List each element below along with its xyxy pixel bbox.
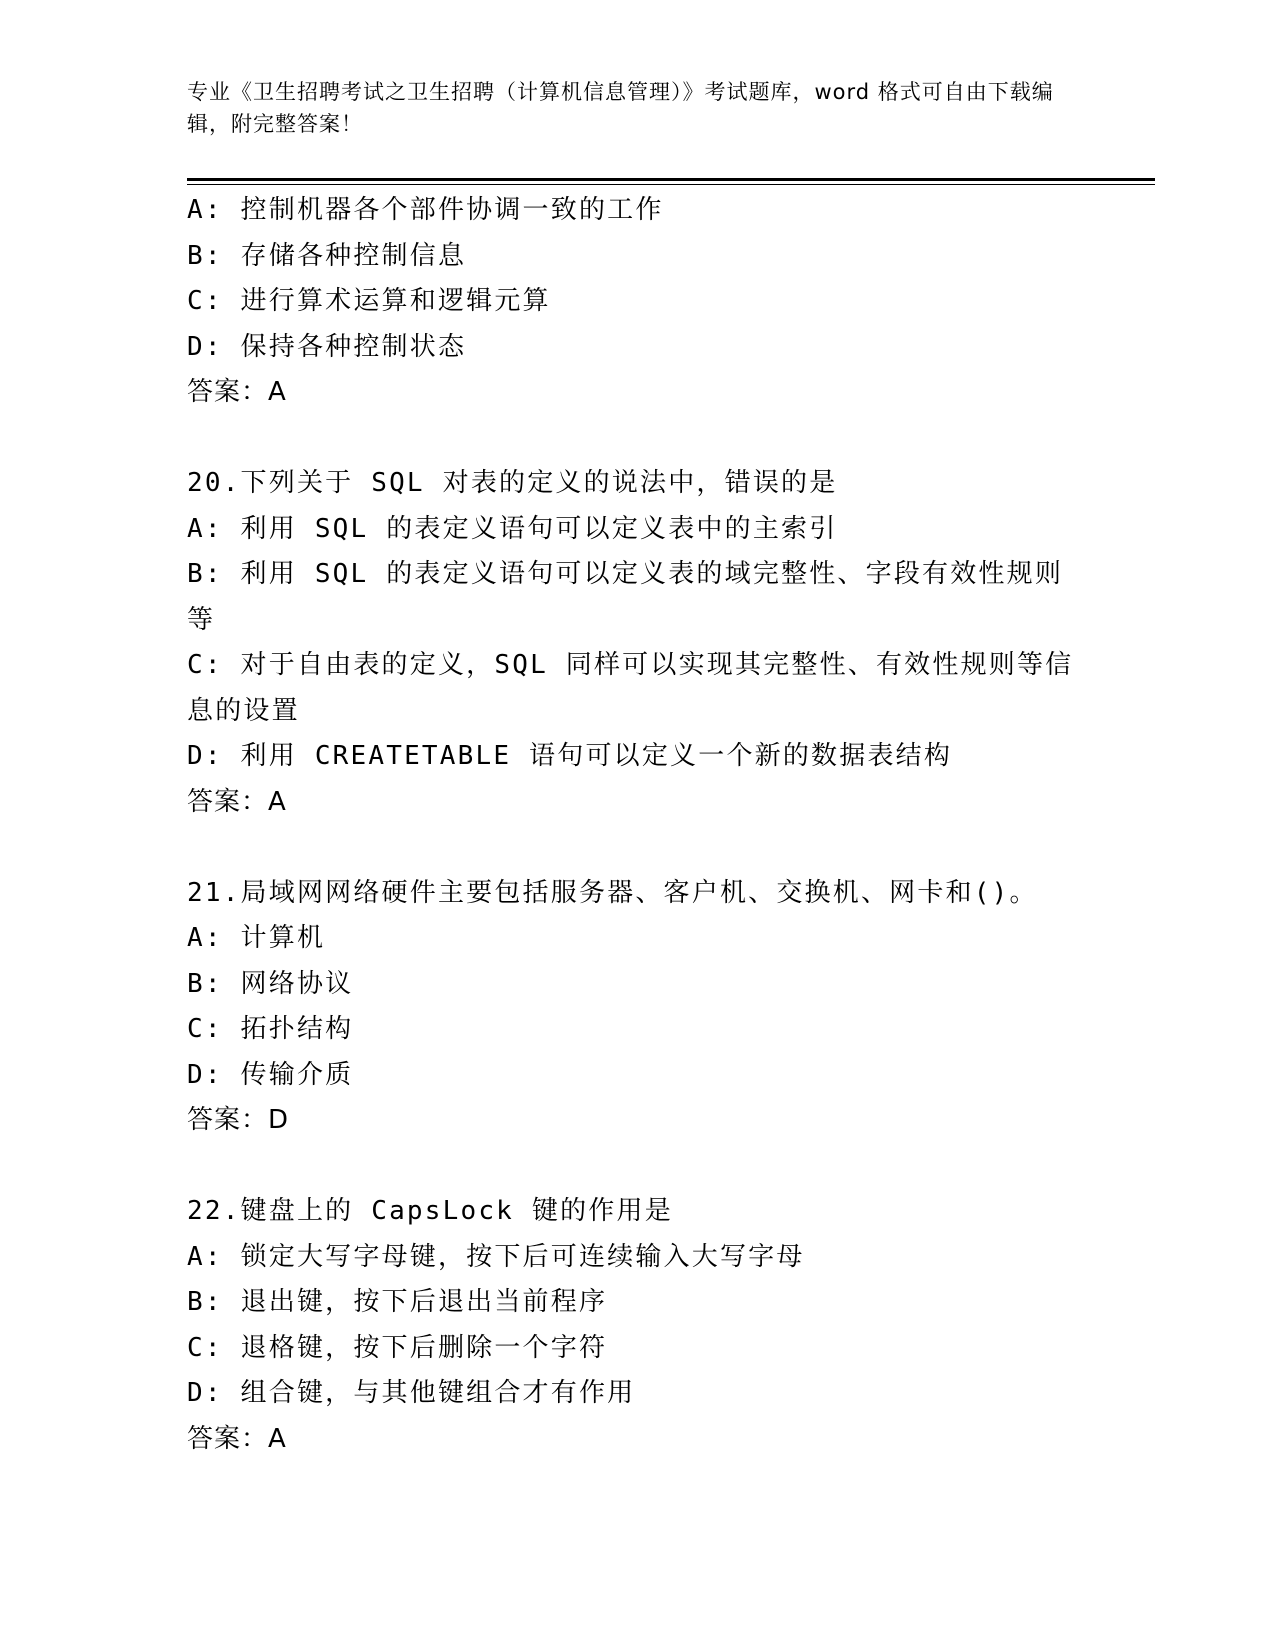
- answer: 答案：D: [187, 1105, 290, 1135]
- option-a: A: 锁定大写字母键，按下后可连续输入大写字母: [187, 1241, 805, 1272]
- option-d: D: 传输介质: [187, 1059, 354, 1090]
- option-a: A: 利用 SQL 的表定义语句可以定义表中的主索引: [187, 513, 838, 544]
- header-rule-thin: [187, 184, 1155, 185]
- option-b: B: 存储各种控制信息: [187, 240, 467, 271]
- option-d: D: 保持各种控制状态: [187, 331, 467, 362]
- header-rule-thick: [187, 178, 1155, 181]
- option-c: C: 进行算术运算和逻辑元算: [187, 286, 551, 316]
- document-header: 专业《卫生招聘考试之卫生招聘（计算机信息管理）》考试题库，word 格式可自由下载编辑，附完整答案！: [187, 80, 1054, 136]
- option-c: C: 拓扑结构: [187, 1014, 354, 1044]
- answer: 答案：A: [187, 786, 287, 817]
- option-a: A: 控制机器各个部件协调一致的工作: [187, 195, 664, 225]
- option-c: C: 对于自由表的定义，SQL 同样可以实现其完整性、有效性规则等信息的设置: [187, 650, 1074, 726]
- option-a: A: 计算机: [187, 923, 326, 953]
- option-d: D: 组合键，与其他键组合才有作用: [187, 1378, 636, 1408]
- option-d: D: 利用 CREATETABLE 语句可以定义一个新的数据表结构: [187, 741, 953, 771]
- question-stem: 20.下列关于 SQL 对表的定义的说法中，错误的是: [187, 468, 838, 498]
- question-20: [187, 461, 1087, 825]
- answer: 答案：A: [187, 377, 287, 407]
- option-b: B: 网络协议: [187, 968, 354, 999]
- option-c: C: 退格键，按下后删除一个字符: [187, 1332, 608, 1363]
- question-21: [187, 871, 1087, 1144]
- option-b: B: 利用 SQL 的表定义语句可以定义表的域完整性、字段有效性规则等: [187, 559, 1064, 635]
- option-b: B: 退出键，按下后退出当前程序: [187, 1287, 608, 1317]
- question-22: [187, 1189, 1087, 1462]
- question-stem: 21.局域网网络硬件主要包括服务器、客户机、交换机、网卡和()。: [187, 877, 1038, 908]
- question-list: [187, 188, 1087, 1462]
- question-stem: 22.键盘上的 CapsLock 键的作用是: [187, 1196, 673, 1226]
- answer: 答案：A: [187, 1423, 287, 1454]
- question-19-continued: [187, 188, 1087, 416]
